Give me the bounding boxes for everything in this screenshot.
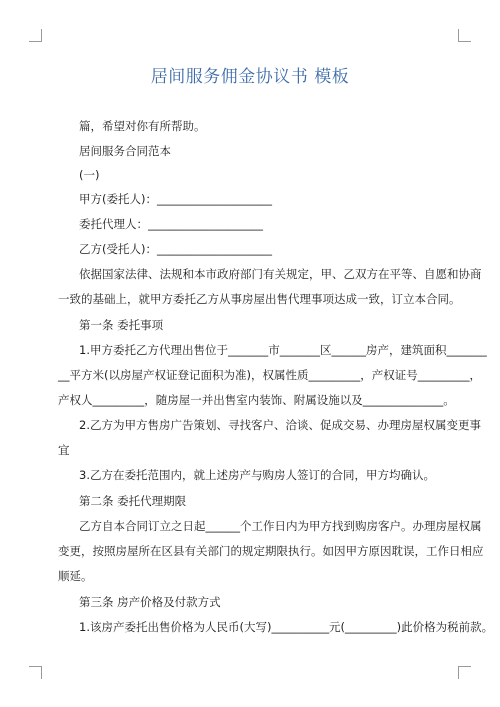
section-heading: 居间服务合同范本 bbox=[79, 144, 171, 158]
paragraph-line: 乙方自本合同订立之日起______个工作日内为甲方找到购房客户。办理房屋权属 bbox=[79, 519, 482, 533]
paragraph-line: 依据国家法律、法规和本市政府部门有关规定，甲、乙双方在平等、自愿和协商 bbox=[79, 267, 482, 281]
paragraph-line: 一致的基础上，就甲方委托乙方从事房屋出售代理事项达成一致，订立本合同。 bbox=[58, 292, 461, 306]
paragraph-line: 顺延。 bbox=[58, 569, 93, 583]
paragraph-line: 1.甲方委托乙方代理出售位于_______市_______区______房产，建筑面积_______ bbox=[79, 343, 487, 357]
agent-field: 委托代理人：____________________ bbox=[79, 217, 263, 231]
paragraph-line: 3.乙方在委托范围内，就上述房产与购房人签订的合同，甲方均确认。 bbox=[79, 468, 435, 482]
paragraph-line: 2.乙方为甲方售房广告策划、寻找客户、洽谈、促成交易、办理房屋权属变更事 bbox=[79, 418, 481, 432]
party-b-field: 乙方(受托人)：____________________ bbox=[79, 242, 272, 256]
paragraph-line: 产权人_________，随房屋一并出售室内装饰、附属设施以及______________。 bbox=[58, 393, 455, 407]
corner-mark-bottom-right bbox=[458, 666, 471, 679]
paragraph-line: 宜 bbox=[58, 443, 70, 457]
document-title: 居间服务佣金协议书 模板 bbox=[150, 67, 350, 87]
corner-mark-top-right bbox=[458, 29, 471, 42]
clause-heading: 第一条 委托事项 bbox=[79, 318, 164, 332]
intro-line: 篇，希望对你有所帮助。 bbox=[79, 119, 206, 133]
paragraph-line: 1.该房产委托出售价格为人民币(大写)__________元(_________)此价格为税前款。 bbox=[79, 620, 494, 634]
paragraph-line: __平方米(以房屋产权证登记面积为准)，权属性质_________，产权证号_________， bbox=[58, 368, 481, 382]
clause-heading: 第三条 房产价格及付款方式 bbox=[79, 595, 221, 609]
clause-heading: 第二条 委托代理期限 bbox=[79, 494, 187, 508]
section-number: (一) bbox=[79, 168, 100, 182]
party-a-field: 甲方(委托人)：____________________ bbox=[79, 192, 272, 206]
paragraph-line: 变更，按照房屋所在区县有关部门的规定期限执行。如因甲方原因耽误，工作日相应 bbox=[58, 544, 484, 558]
corner-mark-bottom-left bbox=[29, 666, 42, 679]
corner-mark-top-left bbox=[29, 29, 42, 42]
